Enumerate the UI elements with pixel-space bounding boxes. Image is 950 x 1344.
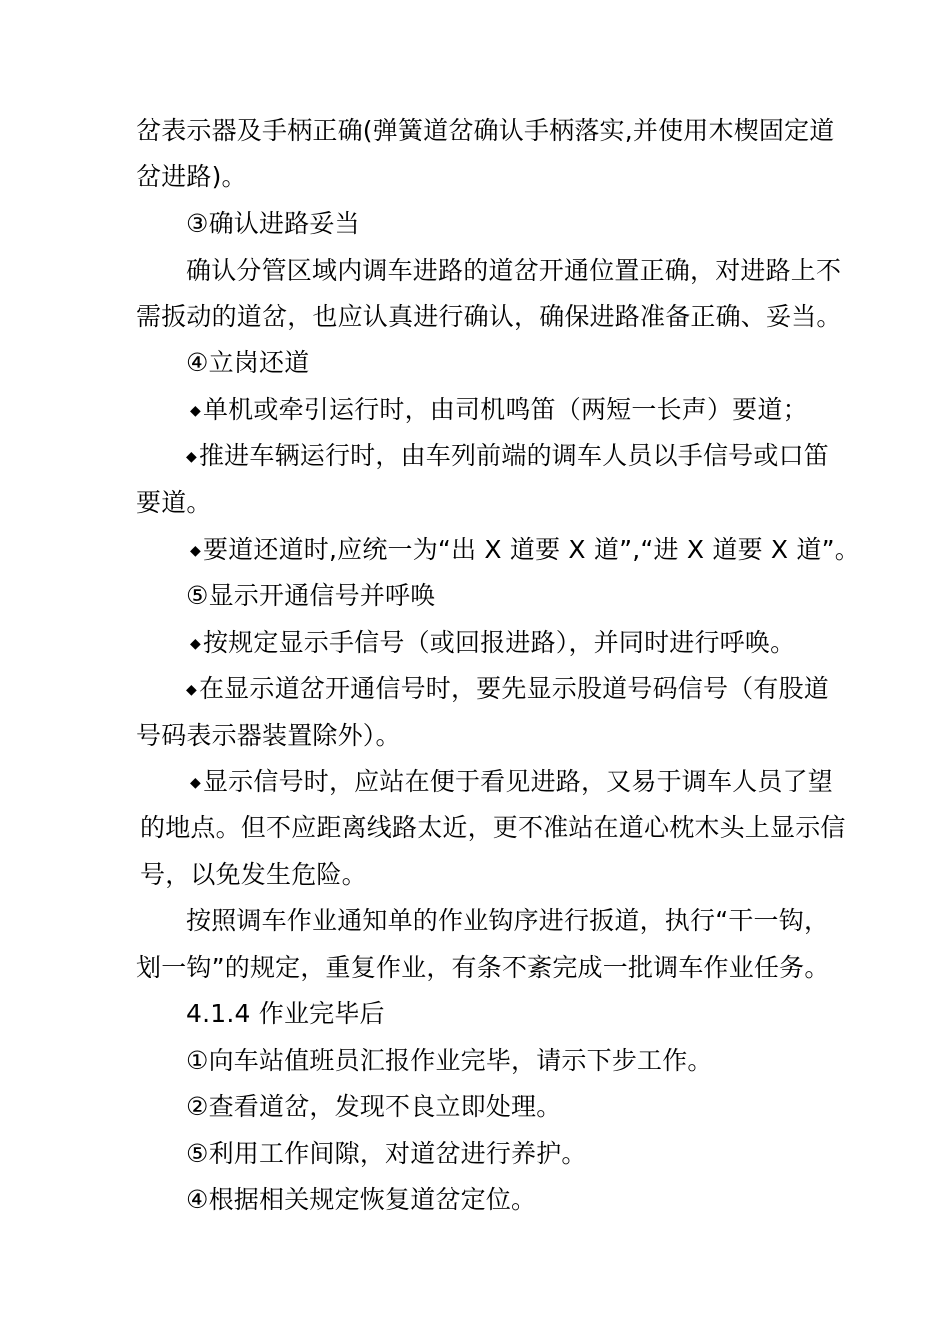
section-heading: ③确认进路妥当 xyxy=(186,209,360,238)
bullet-item: ◆在显示道岔开通信号时，要先显示股道号码信号（有股道 xyxy=(186,674,829,703)
bullet-item: ◆要道还道时,应统一为“出 X 道要 X 道”,“进 X 道要 X 道”。 xyxy=(190,535,860,564)
text-line: 岔表示器及手柄正确(弹簧道岔确认手柄落实,并使用木楔固定道 xyxy=(136,116,835,145)
text-line: 划一钩”的规定，重复作业，有条不紊完成一批调车作业任务。 xyxy=(136,953,830,982)
section-heading: 4.1.4 作业完毕后 xyxy=(186,999,385,1028)
diamond-bullet-icon: ◆ xyxy=(186,449,197,465)
section-heading: ④立岗还道 xyxy=(186,348,310,377)
list-item: ①向车站值班员汇报作业完毕，请示下步工作。 xyxy=(186,1046,713,1075)
text-line: 岔进路)。 xyxy=(136,162,247,191)
diamond-bullet-icon: ◆ xyxy=(190,775,201,791)
list-item: ②查看道岔，发现不良立即处理。 xyxy=(186,1092,562,1121)
bullet-item: ◆单机或牵引运行时，由司机鸣笛（两短一长声）要道； xyxy=(190,395,808,424)
diamond-bullet-icon: ◆ xyxy=(190,636,201,652)
bullet-item: ◆按规定显示手信号（或回报进路），并同时进行呼唤。 xyxy=(190,628,796,657)
text-line: 确认分管区域内调车进路的道岔开通位置正确，对进路上不 xyxy=(186,256,842,285)
text-line: 号，以免发生危险。 xyxy=(140,860,367,889)
list-item: ⑤利用工作间隙，对道岔进行养护。 xyxy=(186,1139,587,1168)
diamond-bullet-icon: ◆ xyxy=(190,403,201,419)
list-item: ④根据相关规定恢复道岔定位。 xyxy=(186,1185,537,1214)
section-heading: ⑤显示开通信号并呼唤 xyxy=(186,581,436,610)
text-line: 按照调车作业通知单的作业钩序进行扳道，执行“干一钩， xyxy=(186,906,830,935)
diamond-bullet-icon: ◆ xyxy=(190,543,201,559)
text-line: 需扳动的道岔，也应认真进行确认，确保进路准备正确、妥当。 xyxy=(136,302,842,331)
text-line: 号码表示器装置除外）。 xyxy=(136,721,401,750)
bullet-item: ◆推进车辆运行时，由车列前端的调车人员以手信号或口笛 xyxy=(186,441,829,470)
diamond-bullet-icon: ◆ xyxy=(186,682,197,698)
bullet-item: ◆显示信号时，应站在便于看见进路，又易于调车人员了望 xyxy=(190,767,833,796)
text-line: 的地点。但不应距离线路太近，更不准站在道心枕木头上显示信 xyxy=(140,813,846,842)
text-line: 要道。 xyxy=(136,488,212,517)
